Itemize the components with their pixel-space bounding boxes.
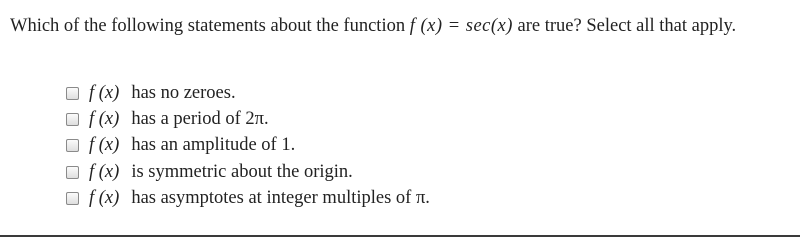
option-statement: has an amplitude of 1.: [131, 135, 296, 156]
checkbox[interactable]: [66, 166, 79, 179]
question-text-before: Which of the following statements about the function: [10, 16, 410, 36]
function-expression: f (x) = sec(x): [409, 16, 513, 36]
option-function-label: f (x): [89, 82, 120, 103]
option-function-label: f (x): [89, 187, 120, 208]
option-statement: has a period of 2π.: [131, 108, 269, 129]
checkbox[interactable]: [66, 192, 79, 205]
answer-option[interactable]: [66, 80, 430, 106]
answer-options-list: [66, 80, 430, 211]
option-function-label: f (x): [89, 108, 120, 129]
checkbox[interactable]: [66, 87, 79, 100]
checkbox[interactable]: [66, 139, 79, 152]
question-prompt: [10, 12, 790, 40]
answer-option[interactable]: [66, 133, 430, 159]
option-function-label: f (x): [89, 135, 120, 156]
question-text-after: are true? Select all that apply.: [512, 16, 737, 36]
option-statement: has asymptotes at integer multiples of π.: [131, 187, 430, 208]
answer-option[interactable]: [66, 185, 430, 211]
checkbox[interactable]: [66, 113, 79, 126]
option-statement: has no zeroes.: [131, 82, 236, 103]
option-statement: is symmetric about the origin.: [131, 161, 353, 182]
answer-option[interactable]: [66, 159, 430, 185]
answer-option[interactable]: [66, 106, 430, 132]
option-function-label: f (x): [89, 161, 120, 182]
